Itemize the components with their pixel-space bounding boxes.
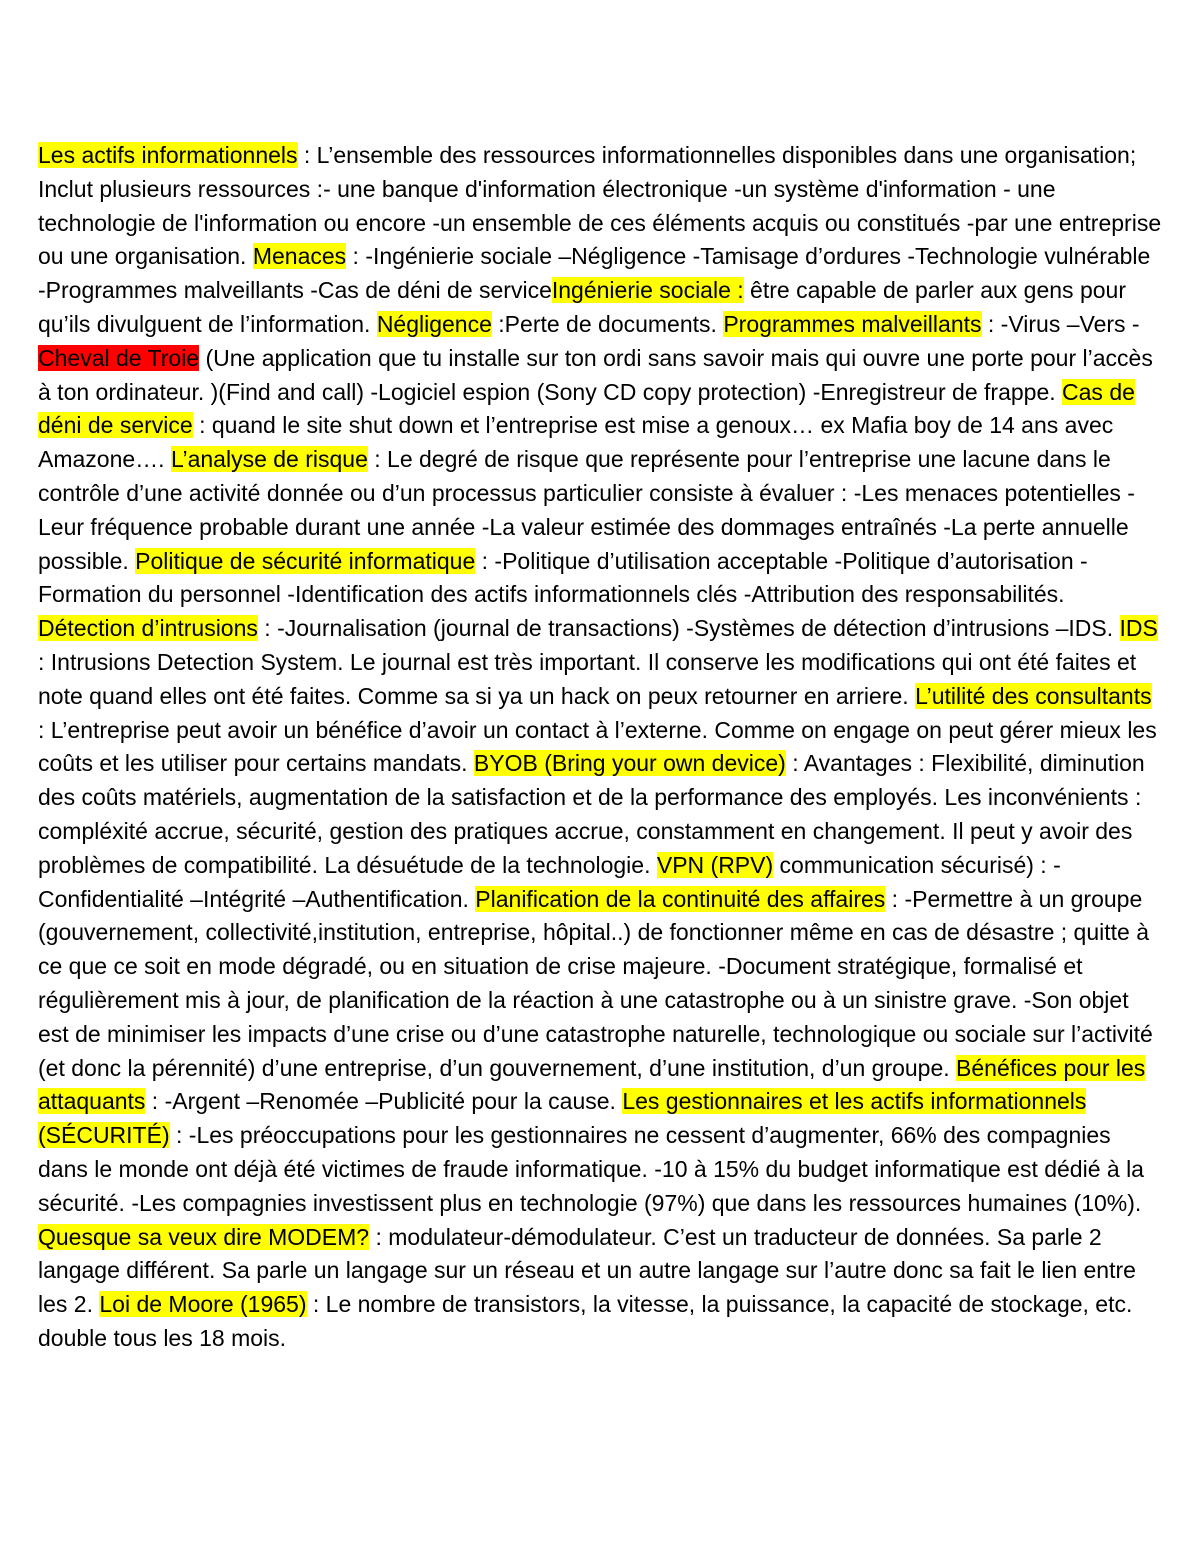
body-text: : -Ingénierie sociale –Négligence -Tamisage d’ordures -Technologie vulnérable -Programmes malveillants -Cas de déni de service: [38, 243, 1151, 304]
body-text: : -Permettre à un groupe (gouvernement, collectivité,institution, entreprise, hôpital..) de fonctionner même en cas de désastre ; quitte à ce que ce soit en mode dégradé, ou en situation de crise majeure. -Document stratégique, formalisé et régulièrement mis à jour, de planification de la réaction à une catastrophe ou à un sinistre grave. -Son objet est de minimiser les impacts d’une crise ou d’une catastrophe naturelle, technologique ou sociale sur l’activité (et donc la pérennité) d’une entreprise, d’un gouvernement, d’une institution, d’un groupe.: [38, 885, 1153, 1081]
body-text: (Une application que tu installe sur ton ordi sans savoir mais qui ouvre une porte pour l’accès à ton ordinateur. )(Find and call) -Logiciel espion (Sony CD copy protection) -Enregistreur de frappe.: [38, 344, 1153, 405]
highlighted-term: Les actifs informationnels: [38, 142, 298, 168]
highlighted-term: VPN (RPV): [656, 851, 774, 878]
highlighted-term: Politique de sécurité informatique: [135, 547, 476, 574]
body-text: être capable de parler aux gens pour qu’ils divulguent de l’information.: [38, 277, 1126, 337]
body-text: : -Politique d’utilisation acceptable -Politique d’autorisation -Formation du personnel -Identification des actifs informationnels clés -Attribution des responsabilités.: [38, 547, 1088, 608]
body-text: : modulateur-démodulateur. C’est un traducteur de données. Sa parle 2 langage différent. Sa parle un langage sur un réseau et un autre langage sur l’autre donc sa fait le lien entre les 2.: [38, 1223, 1136, 1318]
highlighted-term: L’analyse de risque: [170, 446, 368, 473]
body-text: : L’entreprise peut avoir un bénéfice d’avoir un contact à l’externe. Comme on engage on peut gérer mieux les coûts et les utiliser pour certains mandats.: [38, 716, 1157, 777]
highlighted-term: Ingénierie sociale :: [551, 277, 744, 304]
document-page: [38, 139, 1164, 1356]
body-text: : quand le site shut down et l’entreprise est mise a genoux… ex Mafia boy de 14 ans avec Amazone….: [38, 412, 1114, 473]
highlighted-term: Détection d’intrusions: [38, 615, 258, 642]
highlighted-term: Quesque sa veux dire MODEM?: [38, 1223, 370, 1250]
body-text: : Le degré de risque que représente pour l’entreprise une lacune dans le contrôle d’une activité donnée ou d’un processus particulier consiste à évaluer : -Les menaces potentielles -Leur fréquence probable durant une année -La valeur estimée des dommages entraînés -La perte annuelle possible.: [38, 446, 1135, 574]
highlighted-term: Loi de Moore (1965): [99, 1291, 307, 1318]
body-text: : -Argent –Renomée –Publicité pour la cause.: [145, 1088, 623, 1115]
highlighted-term-red: Cheval de Troie: [38, 344, 200, 371]
highlighted-term: IDS: [1119, 615, 1158, 642]
document-paragraph: [38, 139, 1164, 1356]
body-text: : L’ensemble des ressources informationnelles disponibles dans une organisation; Inclut plusieurs ressources :- une banque d'information électronique -un système d'information - une technologie de l'information ou encore -un ensemble de ces éléments acquis ou constitués -par une entreprise ou une organisation.: [38, 142, 1162, 270]
body-text: :Perte de documents.: [491, 310, 724, 337]
body-text: communication sécurisé) : -Confidentialité –Intégrité –Authentification.: [38, 851, 1061, 912]
body-text: : Intrusions Detection System. Le journal est très important. Il conserve les modifications qui ont été faites et note quand elles ont été faites. Comme sa si ya un hack on peux retourner en arriere.: [38, 648, 1137, 709]
highlighted-term: Négligence: [376, 310, 492, 337]
body-text: : -Journalisation (journal de transactions) -Systèmes de détection d’intrusions –IDS.: [257, 615, 1120, 642]
highlighted-term: Les gestionnaires et les actifs informationnels (SÉCURITÉ): [38, 1088, 1087, 1149]
highlighted-term: L’utilité des consultants: [915, 682, 1152, 709]
highlighted-term: Cas de déni de service: [38, 378, 1135, 439]
highlighted-term: Programmes malveillants: [723, 310, 982, 337]
body-text: : -Les préoccupations pour les gestionnaires ne cessent d’augmenter, 66% des compagnies dans le monde ont déjà été victimes de fraude informatique. -10 à 15% du budget informatique est dédié à la sécurité. -Les compagnies investissent plus en technologie (97%) que dans les ressources humaines (10%).: [38, 1122, 1144, 1216]
body-text: : Le nombre de transistors, la vitesse, la puissance, la capacité de stockage, etc. double tous les 18 mois.: [38, 1291, 1133, 1351]
highlighted-term: Menaces: [252, 243, 347, 270]
highlighted-term: BYOB (Bring your own device): [473, 750, 786, 777]
highlighted-term: Bénéfices pour les attaquants: [38, 1054, 1146, 1115]
body-text: : -Virus –Vers -: [981, 310, 1140, 337]
highlighted-term: Planification de la continuité des affaires: [475, 885, 886, 912]
body-text: : Avantages : Flexibilité, diminution des coûts matériels, augmentation de la satisfaction et de la performance des employés. Les inconvénients : compléxité accrue, sécurité, gestion des pratiques accrue, constamment en changement. Il peut y avoir des problèmes de compatibilité. La désuétude de la technologie.: [38, 750, 1145, 878]
